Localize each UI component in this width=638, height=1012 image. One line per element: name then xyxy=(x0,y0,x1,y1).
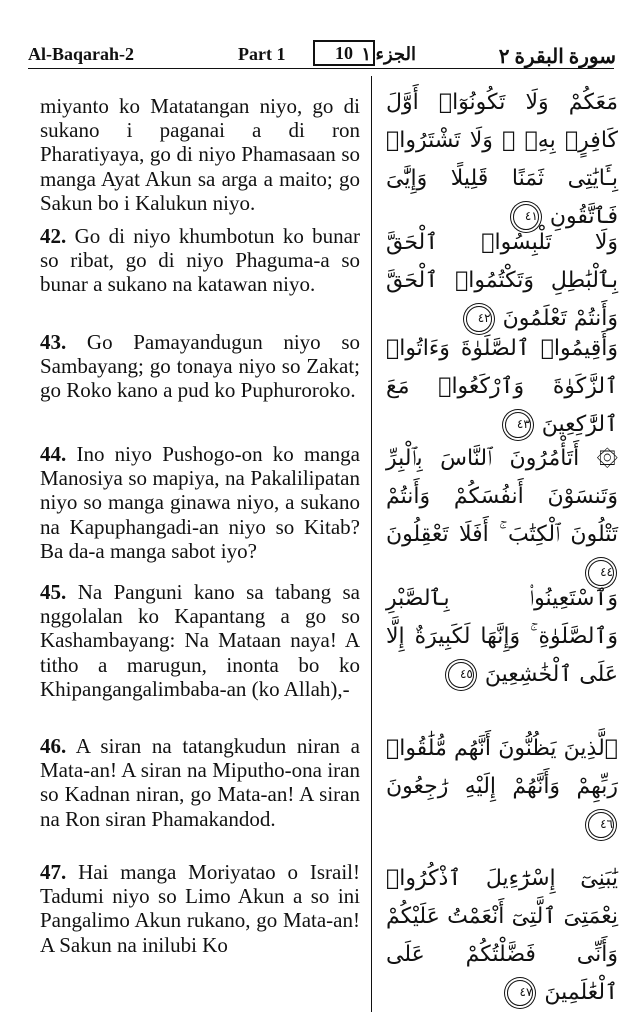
arabic-verse-41 xyxy=(386,84,618,236)
arabic-verse-text: مَعَكُمْ وَلَا تَكُونُوٓا۟ أَوَّلَ كَافِرٍۭ بِهِۦ ۖ وَلَا تَشْتَرُوا۟ بِـَٔايَٰتِى ثَمَنًا قَلِيلًا وَإِيَّٰىَ فَٱتَّقُونِ xyxy=(386,90,618,229)
verse-text: miyanto ko Matatangan niyo, go di sukano i paganai a di ron Pharatiyaya, go di niyo Phamasaan so manga Ayat Akun sa arga a maito; go Sakun bo i Kalukun niyo. xyxy=(40,94,360,215)
part-label: Part 1 xyxy=(238,44,286,64)
surah-name-latin: Al-Baqarah-2 xyxy=(28,44,135,64)
verse-43 xyxy=(40,330,360,403)
arabic-verse-text: وَأَقِيمُوا۟ ٱلصَّلَوٰةَ وَءَاتُوا۟ ٱلزَّكَوٰةَ وَٱرْكَعُوا۟ مَعَ ٱلرَّٰكِعِينَ xyxy=(386,336,618,437)
verse-end-marker: ٤٦ xyxy=(588,812,614,838)
verse-number: 43. xyxy=(40,330,67,354)
verse-45 xyxy=(40,580,360,701)
page-number-box: 10 xyxy=(313,40,375,66)
verse-41-continued xyxy=(40,94,360,215)
verse-46 xyxy=(40,734,360,831)
verse-text: Go Pamayandugun niyo so Sambayang; go tonaya niyo so Zakat; go Roko kano a pud ko Puphuroroko. xyxy=(40,330,360,403)
verse-47 xyxy=(40,860,360,957)
verse-number: 45. xyxy=(40,580,67,604)
arabic-verse-text: ٱلَّذِينَ يَظُنُّونَ أَنَّهُم مُّلَٰقُوا۟ رَبِّهِمْ وَأَنَّهُمْ إِلَيْهِ رَٰجِعُونَ xyxy=(386,736,618,799)
juz-label-arabic: الجزء ١ xyxy=(361,44,416,64)
verse-text: Na Panguni kano sa tabang sa nggolalan ko Kapantang a go so Kashambayang: Na Mataan naya! A titho a marugun, inonta bo ko Khipangangalimbaba-an (ko Allah),- xyxy=(40,580,361,701)
verse-text: Go di niyo khumbotun ko bunar so ribat, go di niyo Phaguma-a so bunar a sukano na katawan niyo. xyxy=(40,224,360,297)
verse-44 xyxy=(40,442,360,563)
verse-end-marker: ٤٣ xyxy=(505,412,531,438)
verse-42 xyxy=(40,224,360,297)
verse-number: 46. xyxy=(40,734,67,758)
verse-number: 42. xyxy=(40,224,67,248)
arabic-verse-46 xyxy=(386,730,618,844)
header-divider xyxy=(28,68,614,69)
verse-number: 44. xyxy=(40,442,67,466)
arabic-verse-42 xyxy=(386,224,618,338)
arabic-verse-47 xyxy=(386,860,618,1012)
arabic-verse-text: ۞ أَتَأْمُرُونَ ٱلنَّاسَ بِٱلْبِرِّ وَتَنسَوْنَ أَنفُسَكُمْ وَأَنتُمْ تَتْلُونَ ٱلْكِتَٰبَ ۚ أَفَلَا تَعْقِلُونَ xyxy=(386,446,618,547)
surah-name-arabic: سورة البقرة ٢ xyxy=(498,46,616,68)
arabic-verse-text: وَلَا تَلْبِسُوا۟ ٱلْحَقَّ بِٱلْبَٰطِلِ وَتَكْتُمُوا۟ ٱلْحَقَّ وَأَنتُمْ تَعْلَمُونَ xyxy=(386,230,618,331)
verse-number: 47. xyxy=(40,860,67,884)
arabic-verse-45 xyxy=(386,580,618,694)
column-divider xyxy=(371,76,372,1012)
page-header xyxy=(0,0,638,68)
arabic-verse-text: يَٰبَنِىٓ إِسْرَٰٓءِيلَ ٱذْكُرُوا۟ نِعْمَتِىَ ٱلَّتِىٓ أَنْعَمْتُ عَلَيْكُمْ وَأَنِّى فَضَّلْتُكُمْ عَلَى ٱلْعَٰلَمِينَ xyxy=(386,866,618,1005)
verse-end-marker: ٤٢ xyxy=(466,306,492,332)
verse-end-marker: ٤٤ xyxy=(588,560,614,586)
verse-end-marker: ٤٧ xyxy=(507,980,533,1006)
verse-end-marker: ٤١ xyxy=(513,204,539,230)
arabic-verse-text: وَٱسْتَعِينُوا۟ بِٱلصَّبْرِ وَٱلصَّلَوٰةِ ۚ وَإِنَّهَا لَكَبِيرَةٌ إِلَّا عَلَى ٱلْخَٰشِعِينَ xyxy=(386,586,618,687)
arabic-verse-44 xyxy=(386,440,618,592)
verse-text: A siran na tatangkudun niran a Mata-an! A siran na Miputho-ona iran so Kadnan niran, go Mata-an! A siran na Ron siran Phamakandod. xyxy=(40,734,361,831)
arabic-verse-43 xyxy=(386,330,618,444)
verse-text: Hai manga Moriyatao o Israil! Tadumi niyo so Limo Akun a so ini Pangalimo Akun rukano, go Mata-an! A Sakun na inilubi Ko xyxy=(40,860,361,957)
verse-text: Ino niyo Pushogo-on ko manga Manosiya so mapiya, na Pakalilipatan niyo so manga ginawa niyo, a sukano na Kapuphangadi-an niyo so Kitab? Ba da-a manga sabot iyo? xyxy=(40,442,360,563)
verse-end-marker: ٤٥ xyxy=(448,662,474,688)
